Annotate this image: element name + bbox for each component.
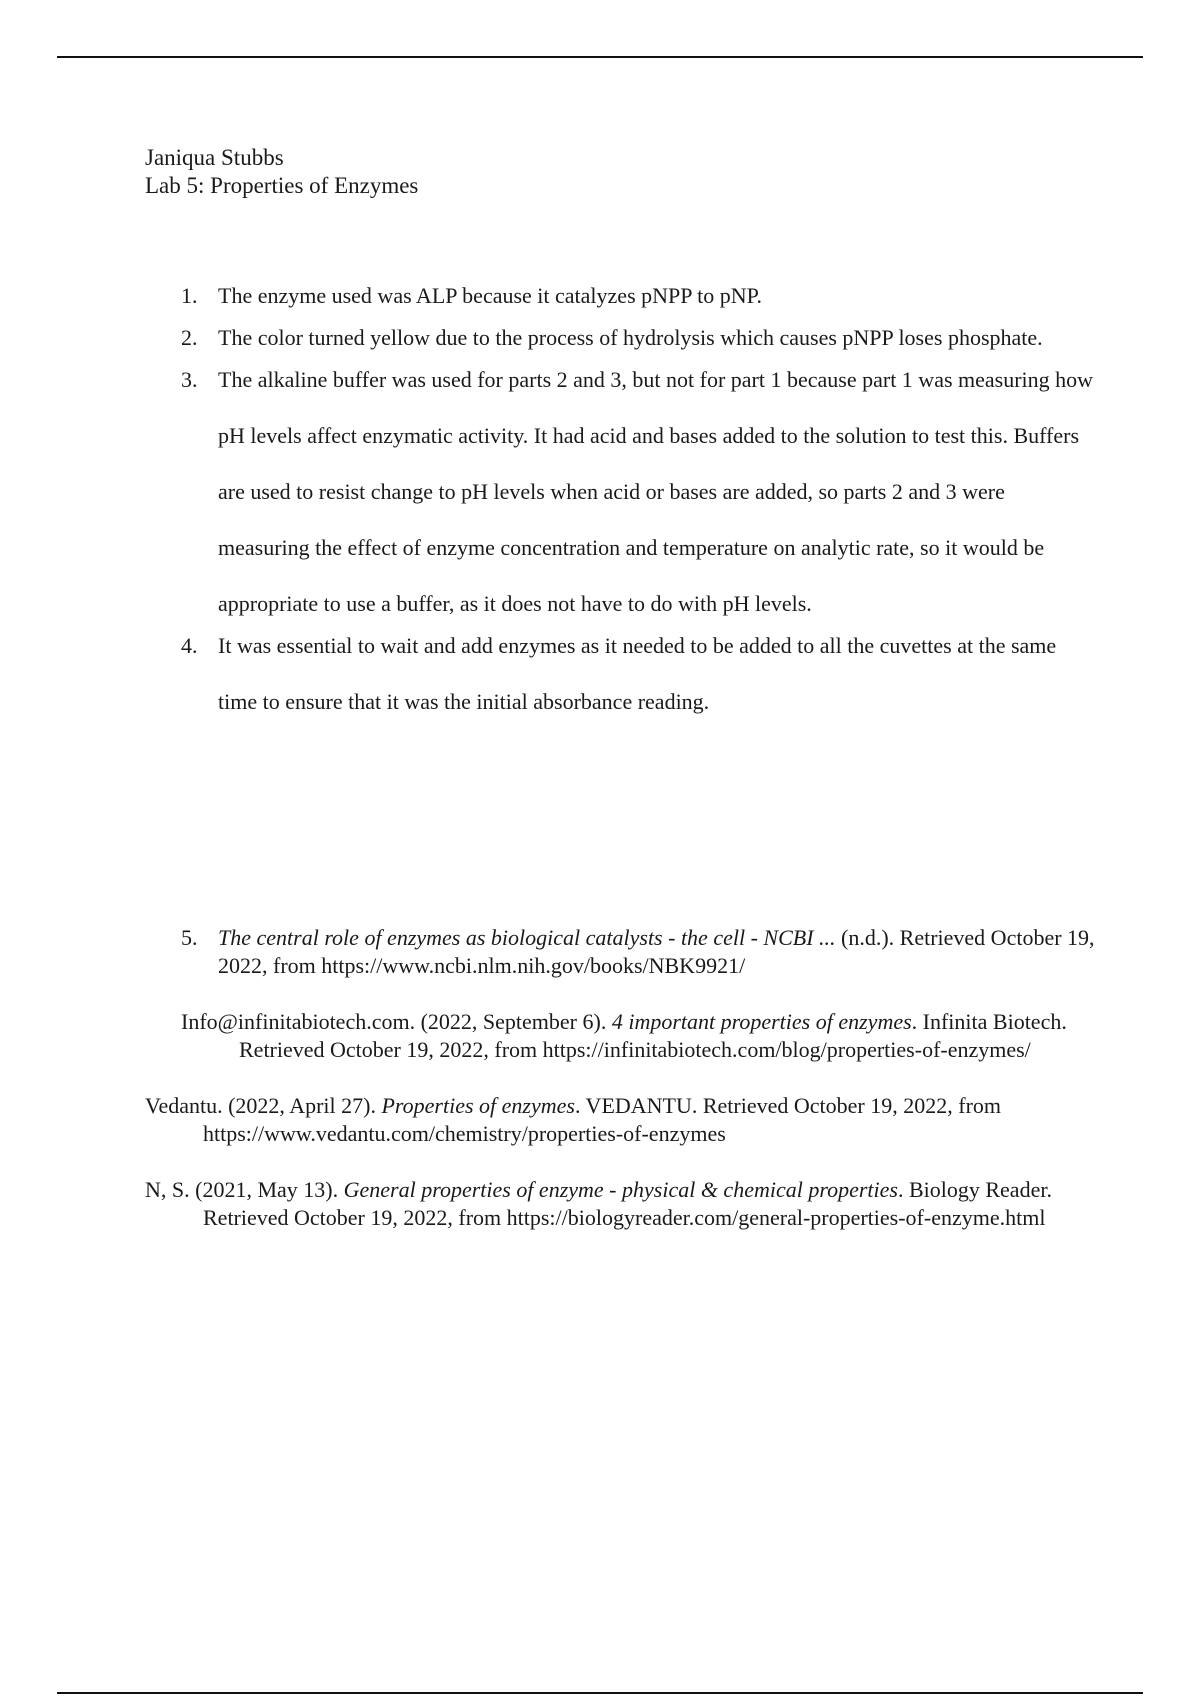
- reference-details: . Biology Reader. Retrieved October 19, 2022, from https://biologyreader.com/general-properties-of-enzyme.html: [203, 1177, 1052, 1230]
- answer-text: The alkaline buffer was used for parts 2 and 3, but not for part 1 because part 1 was measuring how pH levels affect enzymatic activity. It had acid and bases added to the solution to test this. Buffers are used to resist change to pH levels when acid or bases are added, so parts 2 and 3 were measuring the effect of enzyme concentration and temperature on analytic rate, so it would be appropriate to use a buffer, as it does not have to do with pH levels.: [218, 367, 1094, 616]
- author-name: Janiqua Stubbs: [145, 145, 284, 170]
- answer-number: 3.: [181, 367, 198, 392]
- answer-text: The enzyme used was ALP because it catalyzes pNPP to pNP.: [218, 283, 762, 308]
- reference-details: (n.d.). Retrieved October 19, 2022, from https://www.ncbi.nlm.nih.gov/books/NBK9921/: [218, 925, 1095, 978]
- answer-number: 4.: [181, 633, 198, 658]
- reference-details: . Infinita Biotech. Retrieved October 19, 2022, from https://infinitabiotech.com/blog/properties-of-enzymes/: [239, 1009, 1067, 1062]
- answer-item: [145, 618, 1095, 730]
- reference-title: The central role of enzymes as biological catalysts - the cell - NCBI ...: [218, 925, 836, 950]
- document-title: Lab 5: Properties of Enzymes: [145, 173, 419, 198]
- bottom-rule: [57, 1692, 1143, 1694]
- answer-item: [145, 352, 1095, 632]
- reference-item: [181, 1008, 1095, 1064]
- reference-item: [181, 924, 1095, 980]
- reference-title: 4 important properties of enzymes: [611, 1009, 912, 1034]
- reference-item: [145, 1092, 1095, 1148]
- reference-details: . VEDANTU. Retrieved October 19, 2022, from https://www.vedantu.com/chemistry/properties-of-enzymes: [203, 1093, 1002, 1146]
- reference-number: 5.: [181, 925, 198, 950]
- reference-author: N, S. (2021, May 13).: [145, 1177, 344, 1202]
- reference-title: Properties of enzymes: [381, 1093, 575, 1118]
- reference-item: [145, 1176, 1095, 1232]
- reference-list: [145, 924, 1095, 1260]
- reference-title: General properties of enzyme - physical & chemical properties: [343, 1177, 898, 1202]
- reference-author: Info@infinitabiotech.com. (2022, September 6).: [181, 1009, 612, 1034]
- answer-text: The color turned yellow due to the process of hydrolysis which causes pNPP loses phosphate.: [218, 325, 1043, 350]
- top-rule: [57, 56, 1143, 58]
- document-header: [145, 144, 418, 200]
- answer-text: It was essential to wait and add enzymes as it needed to be added to all the cuvettes at the same time to ensure that it was the initial absorbance reading.: [218, 633, 1057, 714]
- answer-number: 1.: [181, 283, 198, 308]
- reference-author: Vedantu. (2022, April 27).: [145, 1093, 382, 1118]
- answer-list: [145, 282, 1095, 730]
- answer-number: 2.: [181, 325, 198, 350]
